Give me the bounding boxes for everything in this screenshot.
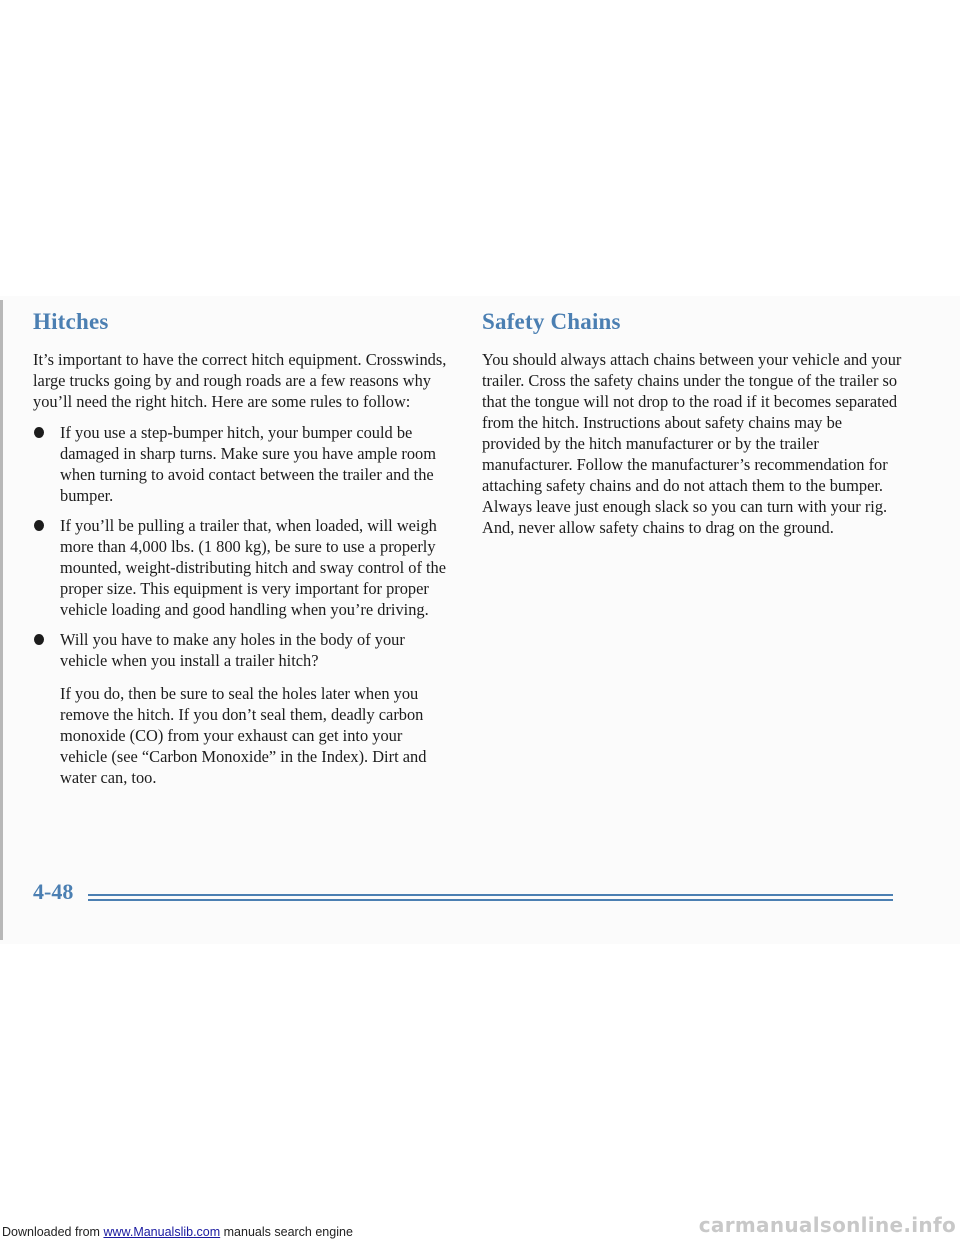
hitch-rules-list [33,422,453,671]
download-footer [2,1225,353,1239]
footer-rule [88,899,893,901]
hitches-section [33,309,453,788]
safety-chains-body: You should always attach chains between your vehicle and your trailer. Cross the safety chains under the tongue of the trailer so that the tongue will not drop to the road if it becomes separated from the hitch. Instructions about safety chains may be provided by the hitch manufacturer or by the trailer manufacturer. Follow the manufacturer’s recommendation for attaching safety chains and do not attach them to the bumper. Always leave just enough slack so you can turn with your rig. And, never allow safety chains to drag on the ground. [482,350,902,537]
hitches-intro: It’s important to have the correct hitch equipment. Crosswinds, large trucks going by and rough roads are a few reasons why you’ll need the right hitch. Here are some rules to follow: [33,350,447,411]
footer-prefix: Downloaded from [2,1225,104,1239]
page-edge [0,300,3,940]
bullet-icon [34,427,44,438]
bullet-icon [34,520,44,531]
footer-suffix: manuals search engine [220,1225,353,1239]
watermark-brand: carmanualsonline.info [698,1213,956,1237]
bullet-text: If you use a step-bumper hitch, your bumper could be damaged in sharp turns. Make sure you have ample room when turning to avoid contact between the trailer and the bumper. [60,423,436,505]
safety-chains-section [482,309,902,538]
manualslib-link[interactable]: www.Manualslib.com [103,1225,221,1239]
bullet-text: Will you have to make any holes in the body of your vehicle when you install a trailer hitch? [60,630,405,670]
bullet-icon [34,634,44,645]
list-item [33,422,453,506]
hitches-followup: If you do, then be sure to seal the holes later when you remove the hitch. If you don’t seal them, deadly carbon monoxide (CO) from your exhaust can get into your vehicle (see “Carbon Monoxide” in the Index). Dirt and water can, too. [60,684,427,787]
safety-chains-heading: Safety Chains [482,309,621,334]
list-item [33,629,453,671]
list-item [33,515,453,620]
hitches-heading: Hitches [33,309,109,334]
footer-rule [88,894,893,896]
bullet-text: If you’ll be pulling a trailer that, when loaded, will weigh more than 4,000 lbs. (1 800 kg), be sure to use a properly mounted, weight-distributing hitch and sway control of the proper size. This equipment is very important for proper vehicle loading and good handling when you’re driving. [60,516,447,619]
page-number: 4-48 [33,879,74,904]
